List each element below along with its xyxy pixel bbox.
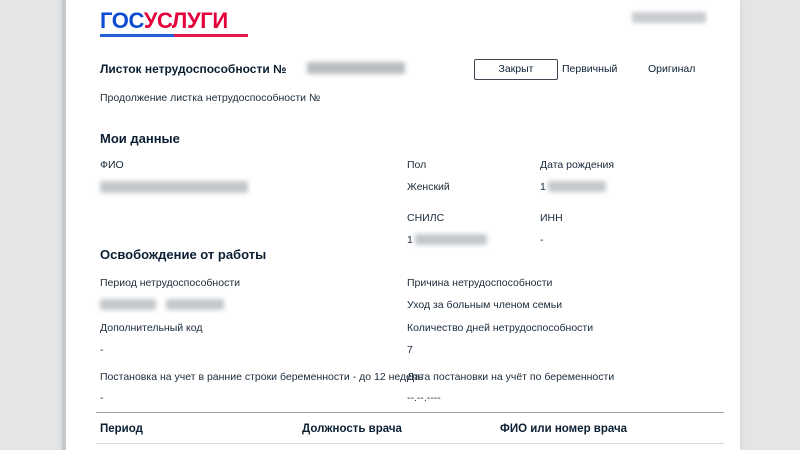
page-title: Листок нетрудоспособности № <box>100 62 287 76</box>
redacted-document-number <box>307 62 405 74</box>
early-pregnancy-value: - <box>100 392 104 404</box>
incapacity-reason-value: Уход за больным членом семьи <box>407 299 563 311</box>
gosuslugi-logo <box>100 10 228 32</box>
fio-label: ФИО <box>100 159 124 171</box>
page-background-right <box>740 0 800 450</box>
redacted-header-right <box>632 12 706 23</box>
birthdate-value-prefix: 1 <box>540 181 546 193</box>
section-work-release-heading: Освобождение от работы <box>100 247 267 262</box>
gender-value: Женский <box>407 181 450 193</box>
table-bottom-divider <box>96 443 724 444</box>
inn-label: ИНН <box>540 212 563 224</box>
page-background-left <box>0 0 62 450</box>
sheet-edge-line <box>62 0 66 450</box>
redacted-period-from <box>100 299 156 310</box>
redacted-birthdate-value <box>548 181 606 192</box>
incapacity-period-label: Период нетрудоспособности <box>100 277 240 289</box>
days-count-value: 7 <box>407 344 413 356</box>
section-my-data-heading: Мои данные <box>100 131 180 146</box>
continuation-label: Продолжение листка нетрудоспособности № <box>100 92 321 104</box>
extra-code-value: - <box>100 344 104 356</box>
incapacity-reason-label: Причина нетрудоспособности <box>407 277 553 289</box>
logo-underline <box>100 34 248 37</box>
snils-label: СНИЛС <box>407 212 445 224</box>
gender-label: Пол <box>407 159 427 171</box>
document-sheet <box>62 0 740 450</box>
days-count-label: Количество дней нетрудоспособности <box>407 322 594 334</box>
redacted-snils-value <box>415 234 487 245</box>
status-badge: Закрыт <box>474 59 558 80</box>
pregnancy-date-label: Дата постановки на учёт по беременности <box>407 371 615 383</box>
inn-value: - <box>540 234 544 246</box>
pregnancy-date-value: --.--.---- <box>407 392 441 404</box>
table-column-doctor-position: Должность врача <box>302 423 402 435</box>
extra-code-label: Дополнительный код <box>100 322 203 334</box>
snils-value-prefix: 1 <box>407 234 413 246</box>
tab-primary[interactable]: Первичный <box>562 63 618 75</box>
logo-text-gos: ГОС <box>100 8 144 33</box>
redacted-fio-value <box>100 181 248 193</box>
logo-text-uslugi: УСЛУГИ <box>143 8 228 33</box>
birthdate-label: Дата рождения <box>540 159 615 171</box>
table-top-divider <box>96 412 724 413</box>
table-column-period: Период <box>100 423 143 435</box>
redacted-period-to <box>166 299 224 310</box>
tab-original[interactable]: Оригинал <box>648 63 696 75</box>
table-column-doctor-name: ФИО или номер врача <box>500 423 628 435</box>
early-pregnancy-label: Постановка на учет в ранние строки беременности - до 12 недель <box>100 371 424 383</box>
